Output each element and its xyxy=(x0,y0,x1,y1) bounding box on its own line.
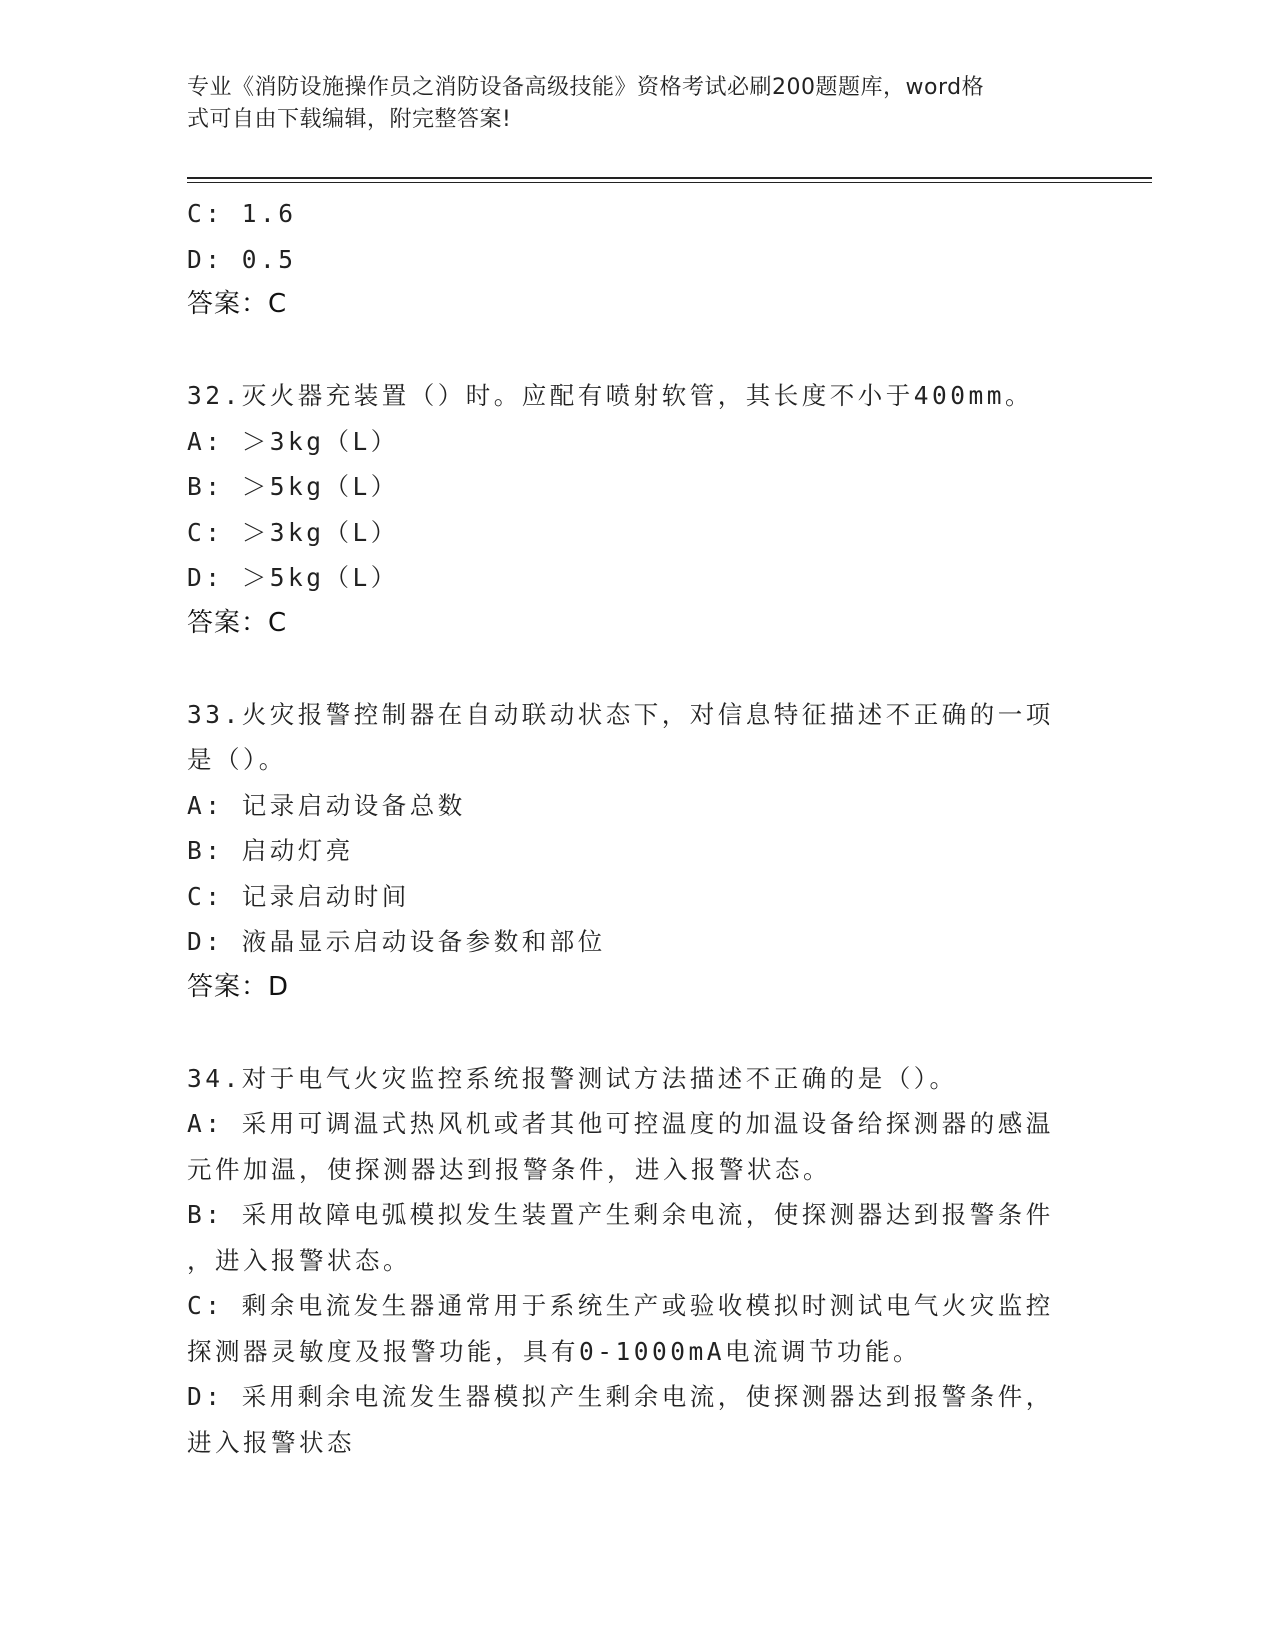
option-c: C: 记录启动时间 xyxy=(187,881,410,911)
option-b: B: 采用故障电弧模拟发生装置产生剩余电流，使探测器达到报警条件 xyxy=(187,1200,1054,1229)
option-d: D: 采用剩余电流发生器模拟产生剩余电流，使探测器达到报警条件， xyxy=(187,1382,1054,1411)
answer-line: 答案：C xyxy=(187,607,288,638)
option-d: D: 液晶显示启动设备参数和部位 xyxy=(187,927,606,956)
header-line-2: 式可自由下载编辑，附完整答案! xyxy=(187,107,512,132)
question-32 xyxy=(187,373,1087,646)
spacer xyxy=(187,646,1087,692)
option-a: A: ＞3kg（L） xyxy=(187,426,399,456)
option-c-continued: 探测器灵敏度及报警功能，具有0-1000mA电流调节功能。 xyxy=(187,1336,921,1366)
option-c: C: 1.6 xyxy=(187,199,297,228)
header-line-1: 专业《消防设施操作员之消防设备高级技能》资格考试必刷200题题库，word格 xyxy=(187,75,985,100)
answer-line: 答案：C xyxy=(187,289,288,319)
option-c: C: 剩余电流发生器通常用于系统生产或验收模拟时测试电气火灾监控 xyxy=(187,1291,1054,1320)
previous-question-tail xyxy=(187,191,1087,328)
option-a-continued: 元件加温，使探测器达到报警条件，进入报警状态。 xyxy=(187,1154,831,1184)
option-a: A: 采用可调温式热风机或者其他可控温度的加温设备给探测器的感温 xyxy=(187,1109,1054,1138)
question-33 xyxy=(187,692,1087,1011)
header-divider-thick xyxy=(187,177,1152,179)
question-stem: 32.灭火器充装置（）时。应配有喷射软管，其长度不小于400mm。 xyxy=(187,381,1033,410)
option-d: D: ＞5kg（L） xyxy=(187,563,399,592)
question-stem: 34.对于电气火灾监控系统报警测试方法描述不正确的是（）。 xyxy=(187,1063,958,1093)
option-c: C: ＞3kg（L） xyxy=(187,517,399,547)
header-divider-thin xyxy=(187,182,1152,183)
question-34 xyxy=(187,1056,1087,1466)
document-header xyxy=(187,72,1067,136)
option-b-continued: ，进入报警状态。 xyxy=(187,1245,411,1275)
question-stem-continued: 是（）。 xyxy=(187,745,287,774)
spacer xyxy=(187,328,1087,374)
answer-line: 答案：D xyxy=(187,971,290,1002)
question-content xyxy=(187,191,1087,1465)
option-d-continued: 进入报警状态 xyxy=(187,1427,355,1457)
option-b: B: ＞5kg（L） xyxy=(187,472,399,501)
question-stem: 33.火灾报警控制器在自动联动状态下，对信息特征描述不正确的一项 xyxy=(187,699,1054,729)
option-b: B: 启动灯亮 xyxy=(187,836,354,865)
option-d: D: 0.5 xyxy=(187,244,297,274)
option-a: A: 记录启动设备总数 xyxy=(187,790,466,820)
spacer xyxy=(187,1010,1087,1056)
